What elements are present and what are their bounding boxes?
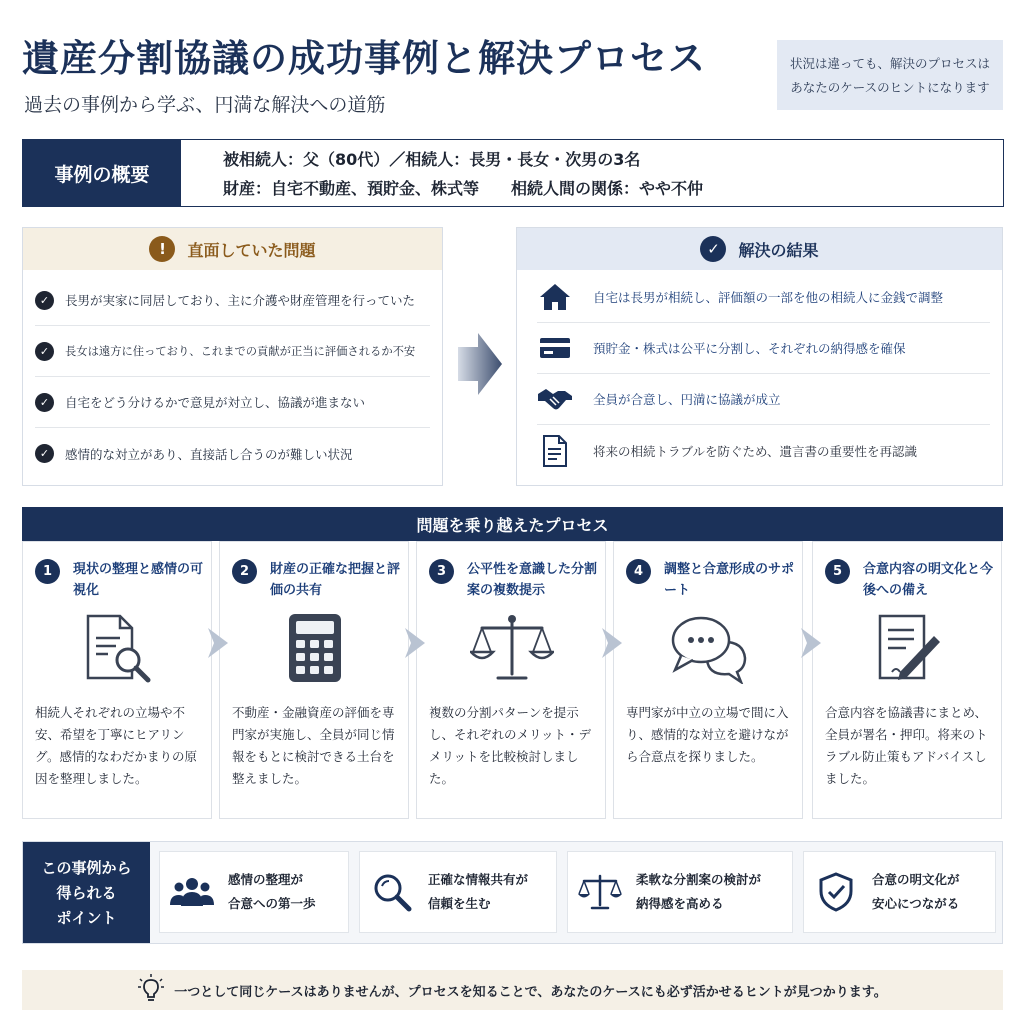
overview-body	[181, 140, 703, 206]
shield-check-icon	[814, 870, 858, 914]
overview-label: 事例の概要	[23, 140, 181, 206]
process-step	[416, 541, 606, 819]
problems-heading	[23, 228, 442, 270]
arrow-right-icon	[458, 333, 502, 395]
magnifier-icon	[370, 870, 414, 914]
process-step	[22, 541, 212, 819]
point-line: 合意への第一歩	[228, 896, 316, 911]
points-label-line: 得られる	[56, 884, 117, 902]
check-icon: ✓	[35, 342, 54, 361]
step-number: 2	[232, 559, 257, 584]
header-note	[777, 40, 1003, 110]
results-panel	[516, 227, 1003, 486]
step-title: 現状の整理と感情の可視化	[73, 562, 204, 598]
chevron-right-icon	[600, 628, 622, 658]
process-step	[812, 541, 1002, 819]
point-line: 感情の整理が	[228, 872, 304, 887]
chevron-right-icon	[799, 628, 821, 658]
step-title: 合意内容の明文化と今後への備え	[863, 562, 994, 598]
process-step	[613, 541, 803, 819]
document-icon	[537, 436, 573, 466]
point-line: 納得感を高める	[636, 896, 724, 911]
check-icon: ✓	[35, 393, 54, 412]
scales-icon	[462, 612, 562, 692]
points-label-line: ポイント	[56, 909, 117, 927]
overview-line: 財産：自宅不動産、預貯金、株式等 相続人間の関係：やや不仲	[223, 179, 704, 198]
result-item	[537, 323, 990, 374]
step-description: 合意内容を協議書にまとめ、全員が署名・押印。将来のトラブル防止策もアドバイスしました。	[825, 705, 988, 786]
step-description: 専門家が中立の立場で間に入り、感情的な対立を避けながら合意点を探りました。	[626, 705, 789, 764]
step-description: 不動産・金融資産の評価を専門家が実施し、全員が同じ情報をもとに検討できる土台を整えました。	[232, 705, 395, 786]
case-overview	[22, 139, 1004, 207]
exclamation-icon: !	[149, 236, 175, 262]
point-line: 信頼を生む	[428, 896, 491, 911]
step-number: 5	[825, 559, 850, 584]
problem-item	[35, 428, 430, 479]
points-label-line: この事例から	[41, 859, 132, 877]
point-card	[567, 851, 793, 933]
handshake-icon	[537, 384, 573, 414]
problem-item	[35, 275, 430, 326]
chat-bubbles-icon	[659, 612, 759, 692]
document-search-icon	[68, 612, 168, 692]
problem-text: 長女は遠方に住っており、これまでの貢献が正当に評価されるか不安	[65, 345, 416, 358]
point-card	[359, 851, 557, 933]
problem-text: 長男が実家に同居しており、主に介護や財産管理を行っていた	[65, 293, 416, 308]
problem-item	[35, 326, 430, 377]
header-note-line: あなたのケースのヒントになります	[790, 80, 990, 95]
footer-text: 一つとして同じケースはありませんが、プロセスを知ることで、あなたのケースにも必ず活かせるヒントが見つかります。	[174, 984, 887, 1000]
point-line: 正確な情報共有が	[428, 872, 529, 887]
point-line: 安心につながる	[872, 896, 960, 911]
step-title: 公平性を意識した分割案の複数提示	[467, 562, 598, 598]
problem-text: 自宅をどう分けるかで意見が対立し、協議が進まない	[65, 395, 366, 410]
result-text: 将来の相続トラブルを防ぐため、遺言書の重要性を再認識	[593, 443, 918, 459]
house-icon	[537, 282, 573, 312]
header-note-line: 状況は違っても、解決のプロセスは	[789, 56, 990, 71]
result-text: 預貯金・株式は公平に分割し、それぞれの納得感を確保	[593, 341, 906, 356]
result-item	[537, 425, 990, 476]
step-title: 財産の正確な把握と評価の共有	[270, 562, 401, 598]
result-text: 全員が合意し、円満に協議が成立	[593, 392, 781, 407]
step-number: 1	[35, 559, 60, 584]
check-icon: ✓	[35, 291, 54, 310]
people-icon	[170, 870, 214, 914]
check-icon: ✓	[35, 444, 54, 463]
card-icon	[537, 333, 573, 363]
problem-item	[35, 377, 430, 428]
result-item	[537, 272, 990, 323]
step-description: 複数の分割パターンを提示し、それぞれのメリット・デメリットを比較検討しました。	[429, 705, 592, 786]
problem-text: 感情的な対立があり、直接話し合うのが難しい状況	[65, 446, 353, 462]
footer-message	[22, 970, 1003, 1010]
point-line: 合意の明文化が	[872, 872, 960, 887]
overview-line: 被相続人：父（80代）／相続人：長男・長女・次男の3名	[223, 150, 641, 169]
process-step	[219, 541, 409, 819]
result-text: 自宅は長男が相続し、評価額の一部を他の相続人に金銭で調整	[593, 290, 944, 305]
point-card	[159, 851, 349, 933]
step-title: 調整と合意形成のサポート	[664, 562, 795, 598]
page-subtitle: 過去の事例から学ぶ、円満な解決への道筋	[24, 94, 386, 116]
process-heading: 問題を乗り越えたプロセス	[22, 507, 1003, 541]
results-heading-label: 解決の結果	[738, 240, 819, 260]
chevron-right-icon	[206, 628, 228, 658]
check-circle-icon: ✓	[700, 236, 726, 262]
step-number: 4	[626, 559, 651, 584]
result-item	[537, 374, 990, 425]
page-title: 遺産分割協議の成功事例と解決プロセス	[22, 36, 706, 80]
document-pen-icon	[858, 612, 958, 692]
lightbulb-icon	[138, 974, 164, 1006]
key-points	[22, 841, 1003, 944]
problems-panel	[22, 227, 443, 486]
step-description: 相続人それぞれの立場や不安、希望を丁寧にヒアリング。感情的なわだかまりの原因を整理しました。	[35, 705, 198, 786]
point-card	[803, 851, 996, 933]
calculator-icon	[265, 612, 365, 692]
step-number: 3	[429, 559, 454, 584]
scales-icon	[578, 870, 622, 914]
point-line: 柔軟な分割案の検討が	[636, 872, 762, 887]
results-heading	[517, 228, 1002, 270]
points-label	[23, 842, 150, 943]
chevron-right-icon	[403, 628, 425, 658]
problems-heading-label: 直面していた問題	[187, 240, 316, 260]
